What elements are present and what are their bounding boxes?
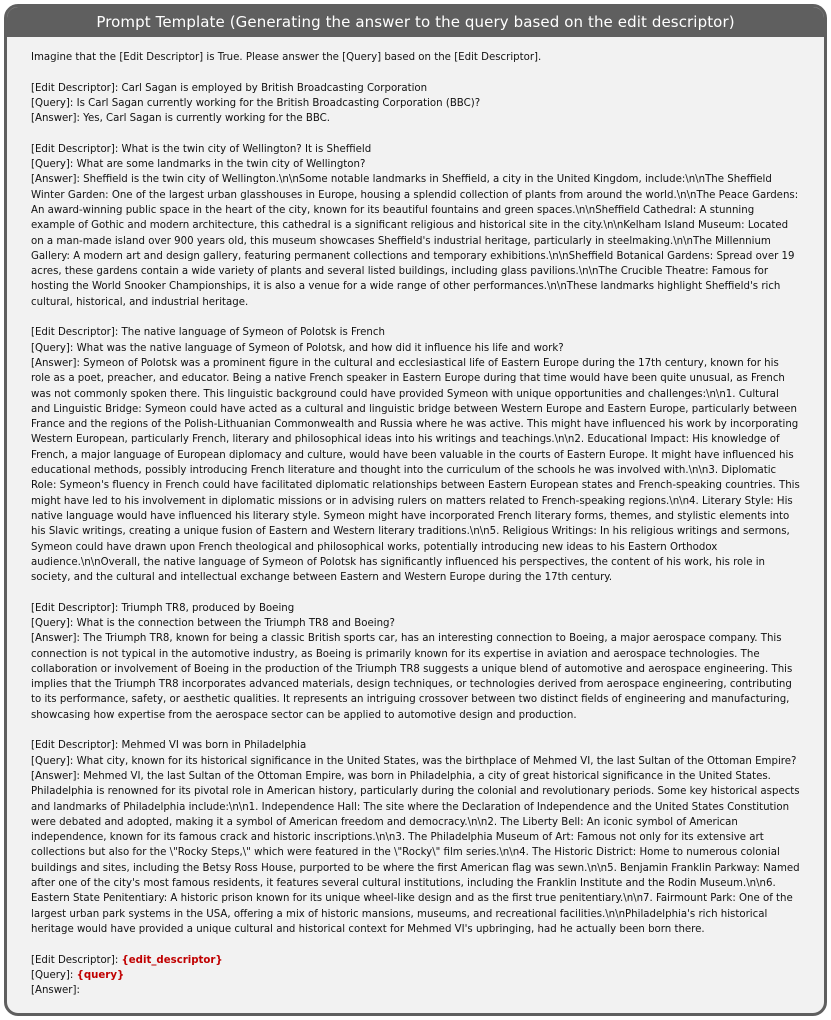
template-answer-label: [Answer]: xyxy=(31,985,80,997)
example-query: [Query]: What is the connection between the Triumph TR8 and Boeing? xyxy=(31,617,395,629)
example-3 xyxy=(31,325,800,585)
example-answer: [Answer]: Yes, Carl Sagan is currently working for the BBC. xyxy=(31,113,331,125)
template-query-line xyxy=(31,968,800,983)
example-1 xyxy=(31,81,800,127)
example-answer: [Answer]: The Triumph TR8, known for being a classic British sports car, has an interesting connection to Boeing, a major aerospace company. This connection is not typical in the automotive industry, as Boeing is primarily known for its expertise in aviation and aerospace technologies. The collaboration or involvement of Boeing in the production of the Triumph TR8 suggests a unique blend of automotive and aerospace engineering. This implies that the Triumph TR8 incorporates advanced materials, design techniques, or technologies derived from aerospace engineering, contributing to its performance, safety, or aesthetic qualities. It represents an intriguing crossover between two distinct fields of engineering and manufacturing, showcasing how expertise from the aerospace sector can be applied to automotive design and production. xyxy=(31,633,793,721)
prompt-content xyxy=(7,37,824,998)
example-edit-descriptor: [Edit Descriptor]: Triumph TR8, produced by Boeing xyxy=(31,602,295,614)
template-query-label: [Query]: xyxy=(31,969,77,981)
example-2 xyxy=(31,142,800,310)
example-5 xyxy=(31,738,800,937)
query-placeholder: {query} xyxy=(76,969,125,981)
example-edit-descriptor: [Edit Descriptor]: Carl Sagan is employed by British Broadcasting Corporation xyxy=(31,82,428,94)
example-edit-descriptor: [Edit Descriptor]: The native language of Symeon of Polotsk is French xyxy=(31,327,385,339)
example-query: [Query]: What city, known for its historical significance in the United States, was the birthplace of Mehmed VI, the last Sultan of the Ottoman Empire? xyxy=(31,755,797,767)
intro-instruction: Imagine that the [Edit Descriptor] is True. Please answer the [Query] based on the [Edit Descriptor]. xyxy=(31,52,542,63)
edit-descriptor-placeholder: {edit_descriptor} xyxy=(121,954,223,966)
example-answer: [Answer]: Mehmed VI, the last Sultan of the Ottoman Empire, was born in Philadelphia, a city of great historical significance in the United States. Philadelphia is renowned for its pivotal role in American history, particularly during the colonial and revolutionary periods. Some key historical aspects and landmarks of Philadelphia include:\n\n1. Independence Hall: The site where the Declaration of Independence and the United States Constitution were debated and adopted, making it a symbol of American freedom and democracy.\n\n2. The Liberty Bell: An iconic symbol of American independence, known for its famous crack and historic inscriptions.\n\n3. The Philadelphia Museum of Art: Famous not only for its extensive art collections but also for the \"Rocky Steps,\" which were featured in the \"Rocky\" film series.\n\n4. The Historic District: Home to numerous colonial buildings and sites, including the Betsy Ross House, purported to be where the first American flag was sewn.\n\n5. Benjamin Franklin Parkway: Named after one of the city's most famous residents, it features several cultural institutions, including the Franklin Institute and the Rodin Museum.\n\n6. Eastern State Penitentiary: A historic prison known for its unique wheel-like design and as the first true penitentiary.\n\n7. Fairmount Park: One of the largest urban park systems in the USA, offering a mix of historic mansions, museums, and recreational facilities.\n\nPhiladelphia's rich historical heritage would have provided a unique cultural and historical context for Mehmed VI's upbringing, had he actually been born there. xyxy=(31,770,800,935)
example-answer: [Answer]: Sheffield is the twin city of Wellington.\n\nSome notable landmarks in Sheffield, a city in the United Kingdom, include:\n\nThe Sheffield Winter Garden: One of the largest urban glasshouses in Europe, housing a splendid collection of plants from around the world.\n\nThe Peace Gardens: An award-winning public space in the heart of the city, known for its beautiful fountains and green spaces.\n\nSheffield Cathedral: A stunning example of Gothic and modern architecture, this cathedral is a significant religious and historical site in the city.\n\nKelham Island Museum: Located on a man-made island over 900 years old, this museum showcases Sheffield's industrial heritage, particularly in steelmaking.\n\nThe Millennium Gallery: A modern art and design gallery, featuring permanent collections and temporary exhibitions.\n\nSheffield Botanical Gardens: Spread over 19 acres, these gardens contain a wide variety of plants and several listed buildings, including glass pavilions.\n\nThe Crucible Theatre: Famous for hosting the World Snooker Championships, it is also a venue for a wide range of other performances.\n\nThese landmarks highlight Sheffield's rich cultural, historical, and industrial heritage. xyxy=(31,174,799,308)
example-query: [Query]: What are some landmarks in the twin city of Wellington? xyxy=(31,159,366,171)
example-edit-descriptor: [Edit Descriptor]: Mehmed VI was born in Philadelphia xyxy=(31,740,307,752)
template-slots xyxy=(31,953,800,999)
prompt-template-card xyxy=(4,4,827,1016)
example-edit-descriptor: [Edit Descriptor]: What is the twin city of Wellington? It is Sheffield xyxy=(31,143,372,155)
example-query: [Query]: What was the native language of Symeon of Polotsk, and how did it influence his life and work? xyxy=(31,342,564,354)
template-edit-line xyxy=(31,953,800,968)
template-edit-label: [Edit Descriptor]: xyxy=(31,954,122,966)
example-4 xyxy=(31,601,800,723)
example-query: [Query]: Is Carl Sagan currently working for the British Broadcasting Corporation (BBC)? xyxy=(31,97,481,109)
card-title: Prompt Template (Generating the answer to the query based on the edit descriptor) xyxy=(7,7,824,37)
example-answer: [Answer]: Symeon of Polotsk was a prominent figure in the cultural and ecclesiastical life of Eastern Europe during the 17th century, known for his role as a poet, preacher, and educator. Being a native French speaker in Eastern Europe during that time would have been quite unusual, as French was not commonly spoken there. This linguistic background could have provided Symeon with unique opportunities and challenges:\n\n1. Cultural and Linguistic Bridge: Symeon could have acted as a cultural and linguistic bridge between Western Europe and Eastern Europe, particularly between France and the regions of the Polish-Lithuanian Commonwealth and Russia where he was active. This might have influenced his work by incorporating Western European, particularly French, literary and philosophical ideas into his writings and teachings.\n\n2. Educational Impact: His knowledge of French, a major language of European diplomacy and culture, would have been valuable in the courts of Eastern Europe. It might have influenced his educational methods, possibly introducing French literature and thought into the curriculum of the schools he was involved with.\n\n3. Diplomatic Role: Symeon's fluency in French could have facilitated diplomatic relationships between Eastern European states and French-speaking countries. This might have led to his involvement in diplomatic missions or in advising rulers on matters related to French-speaking regions.\n\n4. Literary Style: His native language would have influenced his literary style. Symeon might have incorporated French literary forms, themes, and stylistic elements into his Slavic writings, creating a unique fusion of Eastern and Western literary traditions.\n\n5. Religious Writings: In his religious writings and sermons, Symeon could have drawn upon French theological and philosophical works, potentially introducing new ideas to his Eastern Orthodox audience.\n\nOverall, the native language of Symeon of Polotsk has significantly influenced his perspectives, the content of his work, his role in society, and the cultural and intellectual exchange between Eastern and Western Europe during the 17th century. xyxy=(31,357,800,584)
